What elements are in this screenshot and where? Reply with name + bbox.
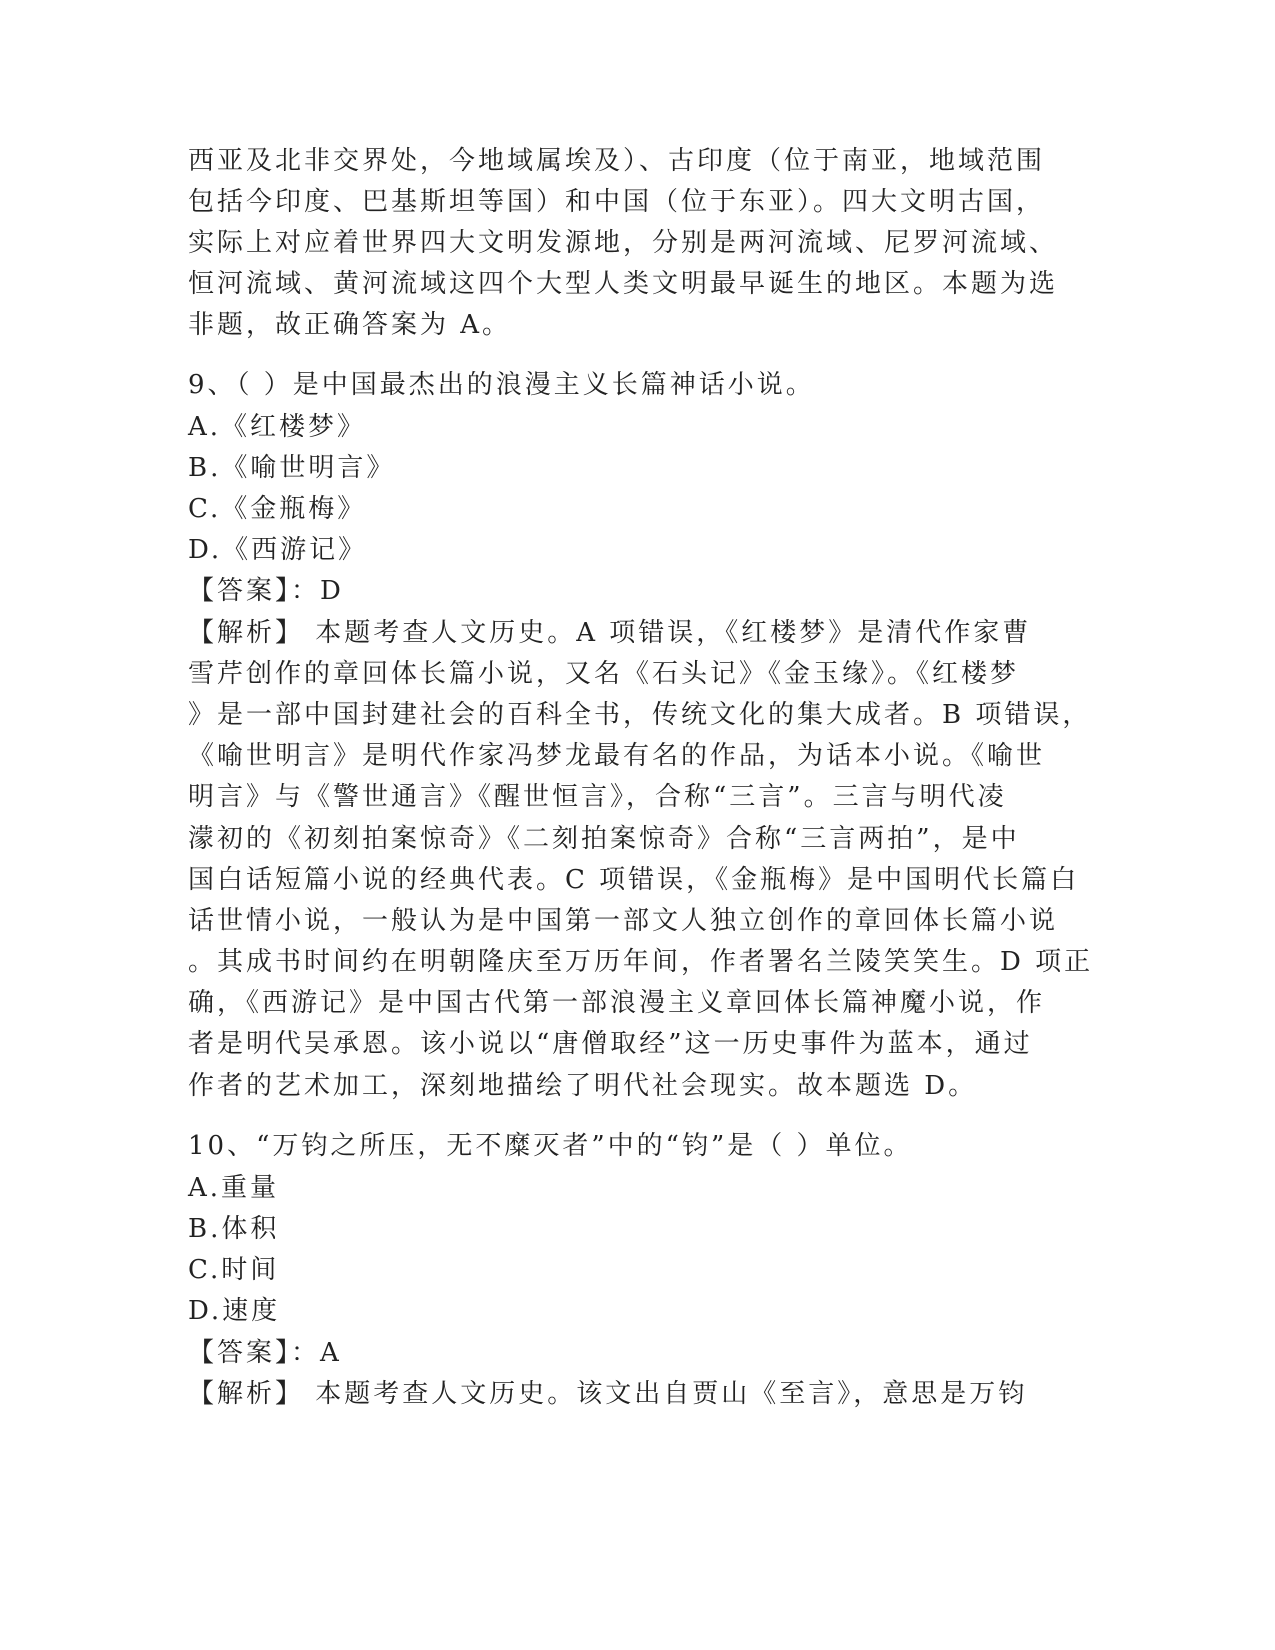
text-line: 明言》与《警世通言》《醒世恒言》，合称“三言”。三言与明代凌 [188, 782, 1007, 812]
text-line: 【解析】 本题考查人文历史。A 项错误，《红楼梦》是清代作家曹 [188, 618, 1032, 648]
text-line: 。其成书时间约在明朝隆庆至万历年间，作者署名兰陵笑笑生。D 项正 [188, 947, 1094, 977]
text-line: 话世情小说，一般认为是中国第一部文人独立创作的章回体长篇小说 [188, 906, 1059, 936]
text-line: 作者的艺术加工，深刻地描绘了明代社会现实。故本题选 D。 [188, 1071, 978, 1101]
text-line: 国白话短篇小说的经典代表。C 项错误，《金瓶梅》是中国明代长篇白 [188, 865, 1080, 895]
option-d: D.速度 [188, 1296, 281, 1326]
text-line: 《喻世明言》是明代作家冯梦龙最有名的作品，为话本小说。《喻世 [188, 741, 1046, 771]
option-a: A.《红楼梦》 [188, 412, 367, 442]
option-a: A.重量 [188, 1173, 280, 1203]
option-d: D.《西游记》 [188, 535, 368, 565]
answer-line: 【答案】：D [188, 576, 344, 606]
text-line: 实际上对应着世界四大文明发源地，分别是两河流域、尼罗河流域、 [188, 228, 1059, 258]
text-line: 非题，故正确答案为 A。 [188, 310, 512, 340]
text-line: 确，《西游记》是中国古代第一部浪漫主义章回体长篇神魔小说，作 [188, 988, 1046, 1018]
option-c: C.《金瓶梅》 [188, 494, 367, 524]
option-b: B.《喻世明言》 [188, 453, 396, 483]
text-line: 者是明代吴承恩。该小说以“唐僧取经”这一历史事件为蓝本，通过 [188, 1029, 1033, 1059]
text-line: 西亚及北非交界处，今地域属埃及）、古印度（位于南亚，地域范围 [188, 146, 1046, 176]
answer-line: 【答案】：A [188, 1338, 342, 1368]
text-line: 恒河流域、黄河流域这四个大型人类文明最早诞生的地区。本题为选 [188, 269, 1059, 299]
text-line: 》是一部中国封建社会的百科全书，传统文化的集大成者。B 项错误， [188, 700, 1092, 730]
text-line: 雪芹创作的章回体长篇小说，又名《石头记》《金玉缘》。《红楼梦 [188, 659, 1020, 689]
option-b: B.体积 [188, 1214, 280, 1244]
text-line: 包括今印度、巴基斯坦等国）和中国（位于东亚）。四大文明古国， [188, 187, 1046, 217]
question-text: 10、“万钧之所压，无不糜灭者”中的“钧”是（ ）单位。 [188, 1131, 913, 1161]
option-c: C.时间 [188, 1255, 280, 1285]
question-text: 9、（ ）是中国最杰出的浪漫主义长篇神话小说。 [188, 370, 815, 400]
analysis-line: 【解析】 本题考查人文历史。该文出自贾山《至言》，意思是万钧 [188, 1379, 1028, 1409]
text-line: 濛初的《初刻拍案惊奇》《二刻拍案惊奇》合称“三言两拍”，是中 [188, 824, 1020, 854]
